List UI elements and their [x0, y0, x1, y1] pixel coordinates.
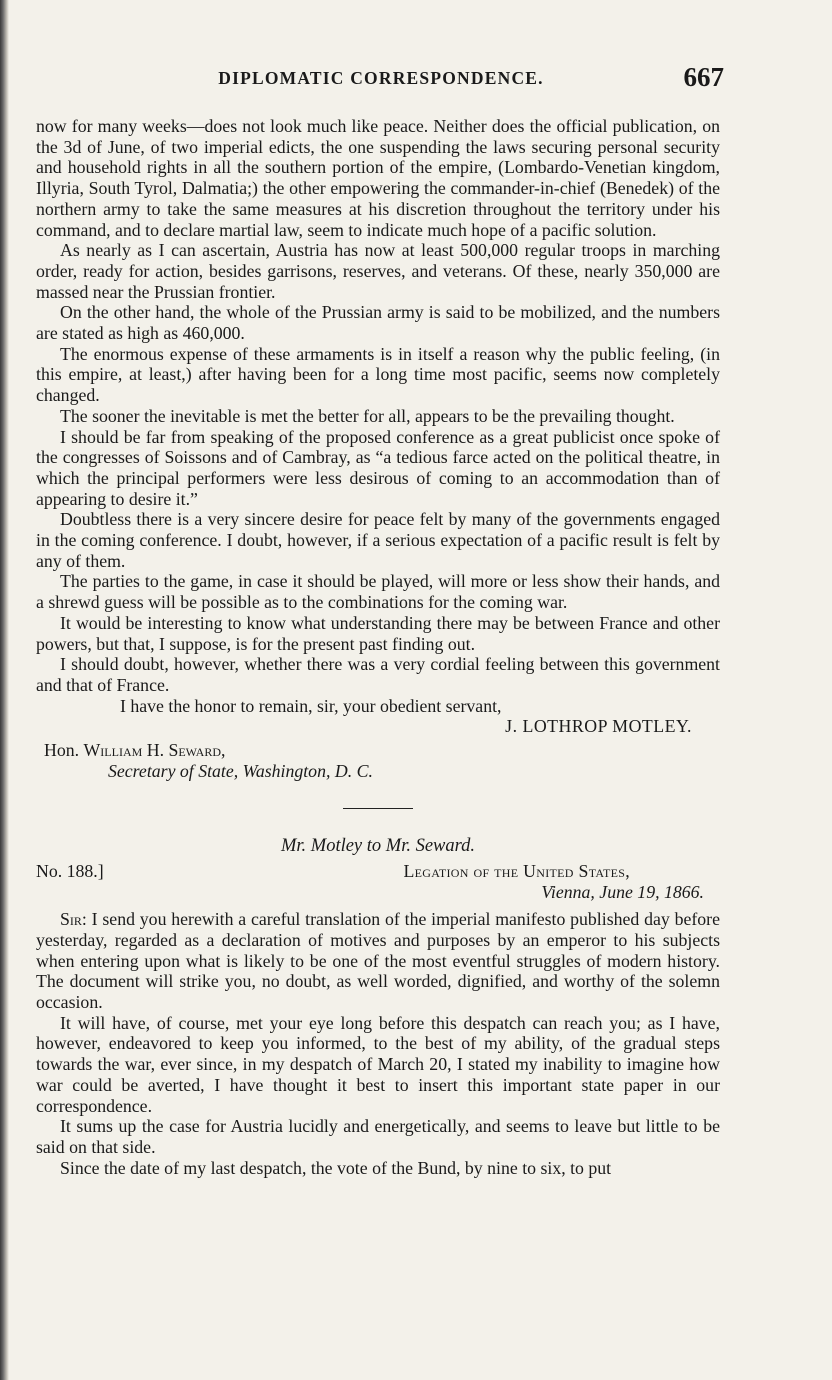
- paragraph: Since the date of my last despatch, the vote of the Bund, by nine to six, to put: [60, 1157, 612, 1178]
- paragraph-text: I send you herewith a careful translation of the imperial manifesto published day before yesterday, regarded as a declaration of motives and purposes by an emperor to his subjects when entering upon what is likely to be one of the most eventful struggles of modern history. The document will strike you, no doubt, as well worded, dignified, and worthy of the solemn occasion.: [36, 909, 720, 1013]
- paragraph: I should doubt, however, whether there was a very cordial feeling between this government and that of France.: [36, 654, 720, 695]
- paragraph: Doubtless there is a very sincere desire for peace felt by many of the governments engaged in the coming conference. I doubt, however, if a serious expectation of a pacific result is felt by any of them.: [36, 509, 720, 571]
- paragraph: now for many weeks—does not look much like peace. Neither does the official publication, on the 3d of June, of two imperial edicts, the one suspending the laws securing personal security and household rights in all the southern portion of the empire, (Lombardo-Venetian kingdom, Illyria, South Tyrol, Dalmatia;) the other empowering the commander-in-chief (Benedek) of the northern army to take the same measures at his discretion throughout the territory under his command, and to declare martial law, seem to indicate much hope of a pacific solution.: [36, 116, 720, 240]
- paragraph: It would be interesting to know what understanding there may be between France and other powers, but that, I suppose, is for the present past finding out.: [36, 612, 720, 654]
- paragraph: On the other hand, the whole of the Prussian army is said to be mobilized, and the numbers are stated as high as 460,000.: [36, 302, 720, 344]
- addressee-name: William H. Seward,: [83, 740, 226, 761]
- page-number: 667: [683, 62, 724, 92]
- dateline: [36, 861, 720, 905]
- paragraph: I should be far from speaking of the proposed conference as a great publicist once spoke of the congresses of Soissons and of Cambray, as “a tedious farce acted on the political theatre, in which the principal performers were less desirous of coming to an accommodation than of appearing to desire it.”: [36, 426, 720, 509]
- paragraph: The sooner the inevitable is met the better for all, appears to be the prevailing thought.: [60, 405, 675, 426]
- paragraph: [36, 909, 720, 1013]
- paragraph: As nearly as I can ascertain, Austria has now at least 500,000 regular troops in marching order, ready for action, besides garrisons, reserves, and veterans. Of these, nearly 350,000 are massed near the Prussian frontier.: [36, 240, 720, 302]
- despatch-number: No. 188.]: [36, 861, 104, 882]
- paragraph: It will have, of course, met your eye long before this despatch can reach you; as I have, however, endeavored to keep you informed, to the best of my ability, of the gradual steps towards the war, ever since, in my despatch of March 20, I stated my inability to imagine how war could be averted, I have thought it best to insert this important state paper in our correspondence.: [36, 1012, 720, 1116]
- addressee-prefix: Hon.: [44, 740, 84, 761]
- addressee-title: Secretary of State, Washington, D. C.: [108, 760, 373, 781]
- paragraph: The parties to the game, in case it should be played, will more or less show their hands, and a shrewd guess will be possible as to the combinations for the coming war.: [36, 571, 720, 613]
- page-header: [36, 62, 726, 96]
- salutation: Sir:: [60, 909, 87, 930]
- legation-line: Legation of the United States,: [403, 861, 630, 882]
- section-divider: [343, 808, 413, 809]
- signature: J. LOTHROP MOTLEY.: [505, 716, 692, 737]
- paragraph: The enormous expense of these armaments is in itself a reason why the public feeling, (in this empire, at least,) after having been for a long time most pacific, seems now completely changed.: [36, 343, 720, 406]
- paragraph: It sums up the case for Austria lucidly and energetically, and seems to leave but little to be said on that side.: [36, 1116, 720, 1157]
- letter-heading: Mr. Motley to Mr. Seward.: [280, 835, 476, 856]
- closing-line: I have the honor to remain, sir, your obedient servant,: [120, 695, 502, 716]
- place-date: Vienna, June 19, 1866.: [541, 882, 704, 903]
- running-title: DIPLOMATIC CORRESPONDENCE.: [218, 68, 544, 88]
- page-body: [36, 116, 720, 1178]
- addressee: [44, 740, 720, 761]
- scanned-page-edge: [0, 0, 9, 1380]
